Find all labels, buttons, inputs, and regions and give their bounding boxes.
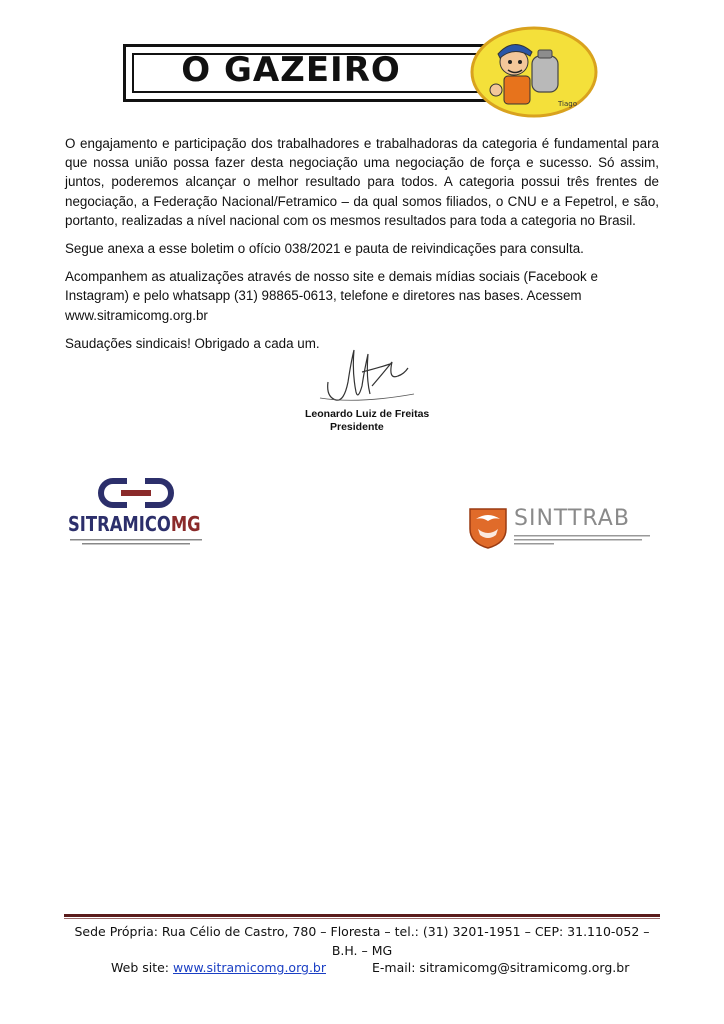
- footer-contact-row: [64, 960, 660, 980]
- shield-icon: [468, 505, 508, 549]
- sitramicomg-tagline: [68, 538, 204, 547]
- website-link[interactable]: www.sitramicomg.org.br: [173, 960, 326, 975]
- footer-email: E-mail: sitramicomg@sitramicomg.org.br: [372, 960, 630, 975]
- footer-website-label: Web site:: [111, 960, 173, 975]
- sitramicomg-wordmark-suffix: MG: [170, 512, 201, 536]
- footer-divider: [64, 914, 660, 917]
- masthead-title: O GAZEIRO: [181, 50, 401, 90]
- sitramicomg-wordmark: [68, 512, 201, 536]
- footer-divider-secondary: [64, 918, 660, 919]
- paragraph-updates: Acompanhem as atualizações através de nosso site e demais mídias sociais (Facebook e Instagram) e pelo whatsapp (31) 98865-0613, telefone e diretores nas bases. Acessem www.sitramicomg.org.br: [65, 269, 598, 323]
- paragraph-attachment: Segue anexa a esse boletim o ofício 038/2021 e pauta de reivindicações para consulta.: [65, 241, 584, 257]
- footer-address: Sede Própria: Rua Célio de Castro, 780 – Floresta – tel.: (31) 3201-1951 – CEP: 31.110-052 – B.H. – MG: [74, 924, 650, 958]
- bulletin-body: [65, 134, 659, 362]
- paragraph-greetings: Saudações sindicais! Obrigado a cada um.: [65, 335, 320, 351]
- paragraph-engagement: O engajamento e participação dos trabalhadores e trabalhadoras da categoria é fundamental para que nossa união possa fazer desta negociação uma negociação de força e sucesso. Só assim, juntos, poderemos alcançar o melhor resultado para todos. A categoria possui três frentes de negociação, a Federação Nacional/Fetramico – da qual somos filiados, o CNU e a Fepetrol, e são, portanto, realizadas a nível nacional com os mesmos resultados para toda a categoria no Brasil.: [65, 136, 659, 228]
- sinttrab-logo: [468, 503, 658, 551]
- signatory-name: Leonardo Luiz de Freitas: [305, 408, 430, 420]
- sinttrab-wordmark: SINTTRAB: [514, 506, 630, 531]
- signatory-role: Presidente: [330, 421, 384, 433]
- footer-website: [111, 960, 326, 975]
- sitramicomg-wordmark-main: SITRAMICO: [68, 512, 171, 536]
- mascot-icon: [470, 26, 598, 118]
- chain-link-icon: [97, 475, 175, 511]
- signature-scribble: [318, 342, 418, 408]
- svg-text:Tiago: Tiago: [558, 100, 578, 108]
- masthead-banner: [123, 44, 503, 102]
- sinttrab-tagline: [514, 534, 654, 548]
- sitramicomg-logo: [60, 475, 210, 557]
